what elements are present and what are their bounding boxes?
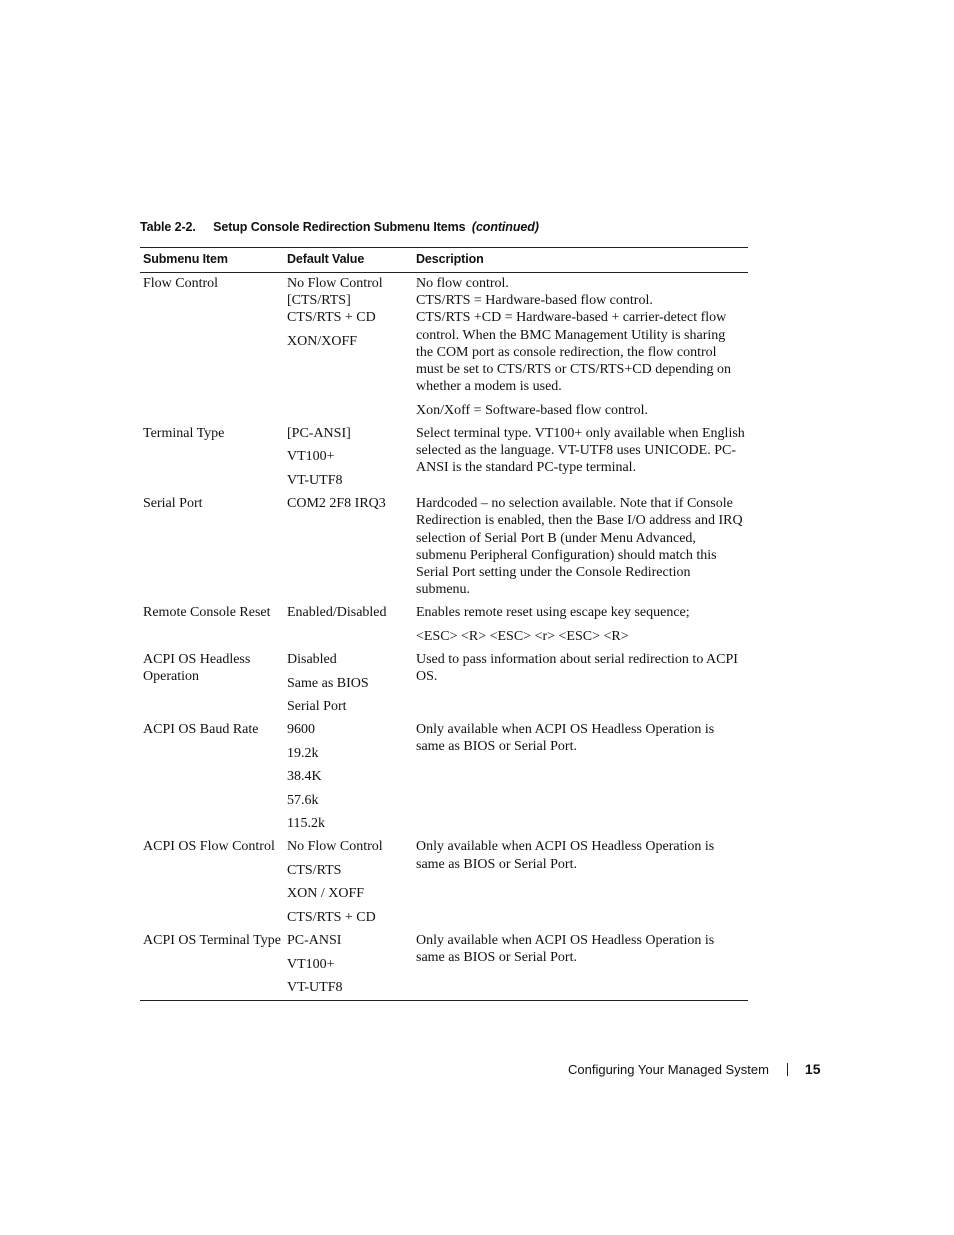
default-option: Same as BIOS: [287, 675, 369, 691]
item-text: ACPI OS Baud Rate: [143, 722, 259, 738]
cell-description: [413, 423, 748, 493]
cell-description: [413, 649, 748, 719]
submenu-table: [140, 247, 748, 1001]
default-option: Disabled: [287, 652, 337, 668]
default-option: 115.2k: [287, 816, 325, 832]
cell-submenu-item: [140, 273, 284, 423]
cell-description: [413, 930, 748, 1001]
description-text: No flow control.: [416, 276, 509, 291]
cell-submenu-item: [140, 649, 284, 719]
table-row: [140, 602, 748, 649]
description-text: CTS/RTS +CD = Hardware-based + carrier-detect flow control. When the BMC Management Utility is sharing the COM port as console redirection, the flow control must be set to CTS/RTS or CTS/RTS+CD depending on whether a modem is used.: [416, 310, 732, 395]
description-text: Used to pass information about serial redirection to ACPI OS.: [416, 652, 738, 685]
cell-submenu-item: [140, 836, 284, 930]
cell-description: [413, 493, 748, 602]
table-row: [140, 493, 748, 602]
cell-default-value: [284, 602, 413, 649]
default-option: [CTS/RTS]: [287, 293, 351, 309]
item-text: ACPI OS Terminal Type: [143, 933, 281, 949]
header-submenu-item: Submenu Item: [143, 251, 228, 266]
description-text: Enables remote reset using escape key sequence;: [416, 605, 690, 621]
cell-submenu-item: [140, 930, 284, 1001]
default-option: CTS/RTS + CD: [287, 310, 376, 326]
cell-submenu-item: [140, 719, 284, 836]
cell-default-value: [284, 493, 413, 602]
footer-section-title: Configuring Your Managed System: [568, 1062, 769, 1077]
table-header-row: [140, 248, 748, 273]
default-option: VT-UTF8: [287, 980, 343, 996]
item-text: ACPI OS Headless Operation: [143, 652, 251, 685]
cell-submenu-item: [140, 493, 284, 602]
cell-default-value: [284, 273, 413, 423]
item-text: Serial Port: [143, 496, 203, 512]
description-text: Only available when ACPI OS Headless Operation is same as BIOS or Serial Port.: [416, 839, 715, 872]
default-option: XON/XOFF: [287, 333, 358, 349]
default-option: Serial Port: [287, 699, 347, 715]
cell-description: [413, 602, 748, 649]
cell-default-value: [284, 649, 413, 719]
cell-description: [413, 719, 748, 836]
default-option: 57.6k: [287, 792, 319, 808]
table-caption: [140, 220, 539, 234]
table-row: [140, 649, 748, 719]
item-text: Terminal Type: [143, 425, 225, 441]
description-text: <ESC> <R> <ESC> <r> <ESC> <R>: [416, 628, 629, 644]
table-row: [140, 930, 748, 1001]
table-row: [140, 836, 748, 930]
description-text: Select terminal type. VT100+ only available when English selected as the language. VT-UTF8 uses UNICODE. PC-ANSI is the standard PC-type terminal.: [416, 425, 745, 476]
item-text: Remote Console Reset: [143, 605, 271, 621]
item-text: Flow Control: [143, 276, 219, 291]
default-option: PC-ANSI: [287, 933, 342, 949]
default-option: 38.4K: [287, 769, 322, 785]
description-text: Only available when ACPI OS Headless Operation is same as BIOS or Serial Port.: [416, 722, 715, 755]
page-number: 15: [804, 1061, 821, 1077]
description-text: Only available when ACPI OS Headless Operation is same as BIOS or Serial Port.: [416, 933, 715, 966]
cell-description: [413, 273, 748, 423]
default-option: XON / XOFF: [287, 886, 365, 902]
default-option: [PC-ANSI]: [287, 425, 351, 441]
default-option: 19.2k: [287, 745, 319, 761]
cell-description: [413, 836, 748, 930]
cell-default-value: [284, 423, 413, 493]
default-option: VT100+: [287, 449, 335, 465]
item-text: ACPI OS Flow Control: [143, 839, 275, 855]
default-option: 9600: [287, 722, 315, 738]
default-option: COM2 2F8 IRQ3: [287, 496, 386, 512]
footer-divider: [787, 1063, 788, 1076]
table-row: [140, 719, 748, 836]
cell-default-value: [284, 836, 413, 930]
default-option: No Flow Control: [287, 276, 383, 291]
description-text: Hardcoded – no selection available. Note that if Console Redirection is enabled, then the Base I/O address and IRQ selection of Serial Port B (under Menu Advanced, submenu Peripheral Configuration) should match this Serial Port setting under the Console Redirection submenu.: [416, 496, 743, 598]
header-description: Description: [416, 251, 484, 266]
table-continued: (continued): [471, 220, 539, 234]
description-text: CTS/RTS = Hardware-based flow control.: [416, 293, 653, 309]
table-row: [140, 423, 748, 493]
header-default-value: Default Value: [287, 251, 365, 266]
cell-submenu-item: [140, 602, 284, 649]
cell-submenu-item: [140, 423, 284, 493]
default-option: VT-UTF8: [287, 472, 343, 488]
description-text: Xon/Xoff = Software-based flow control.: [416, 402, 648, 418]
table-row: [140, 273, 748, 423]
default-option: CTS/RTS + CD: [287, 909, 376, 925]
default-option: VT100+: [287, 956, 335, 972]
default-option: CTS/RTS: [287, 862, 342, 878]
page-footer: [568, 1061, 820, 1077]
table-number: Table 2-2.: [140, 220, 196, 234]
default-option: Enabled/Disabled: [287, 605, 387, 621]
cell-default-value: [284, 719, 413, 836]
cell-default-value: [284, 930, 413, 1001]
table-title: Setup Console Redirection Submenu Items: [213, 220, 466, 234]
default-option: No Flow Control: [287, 839, 383, 855]
